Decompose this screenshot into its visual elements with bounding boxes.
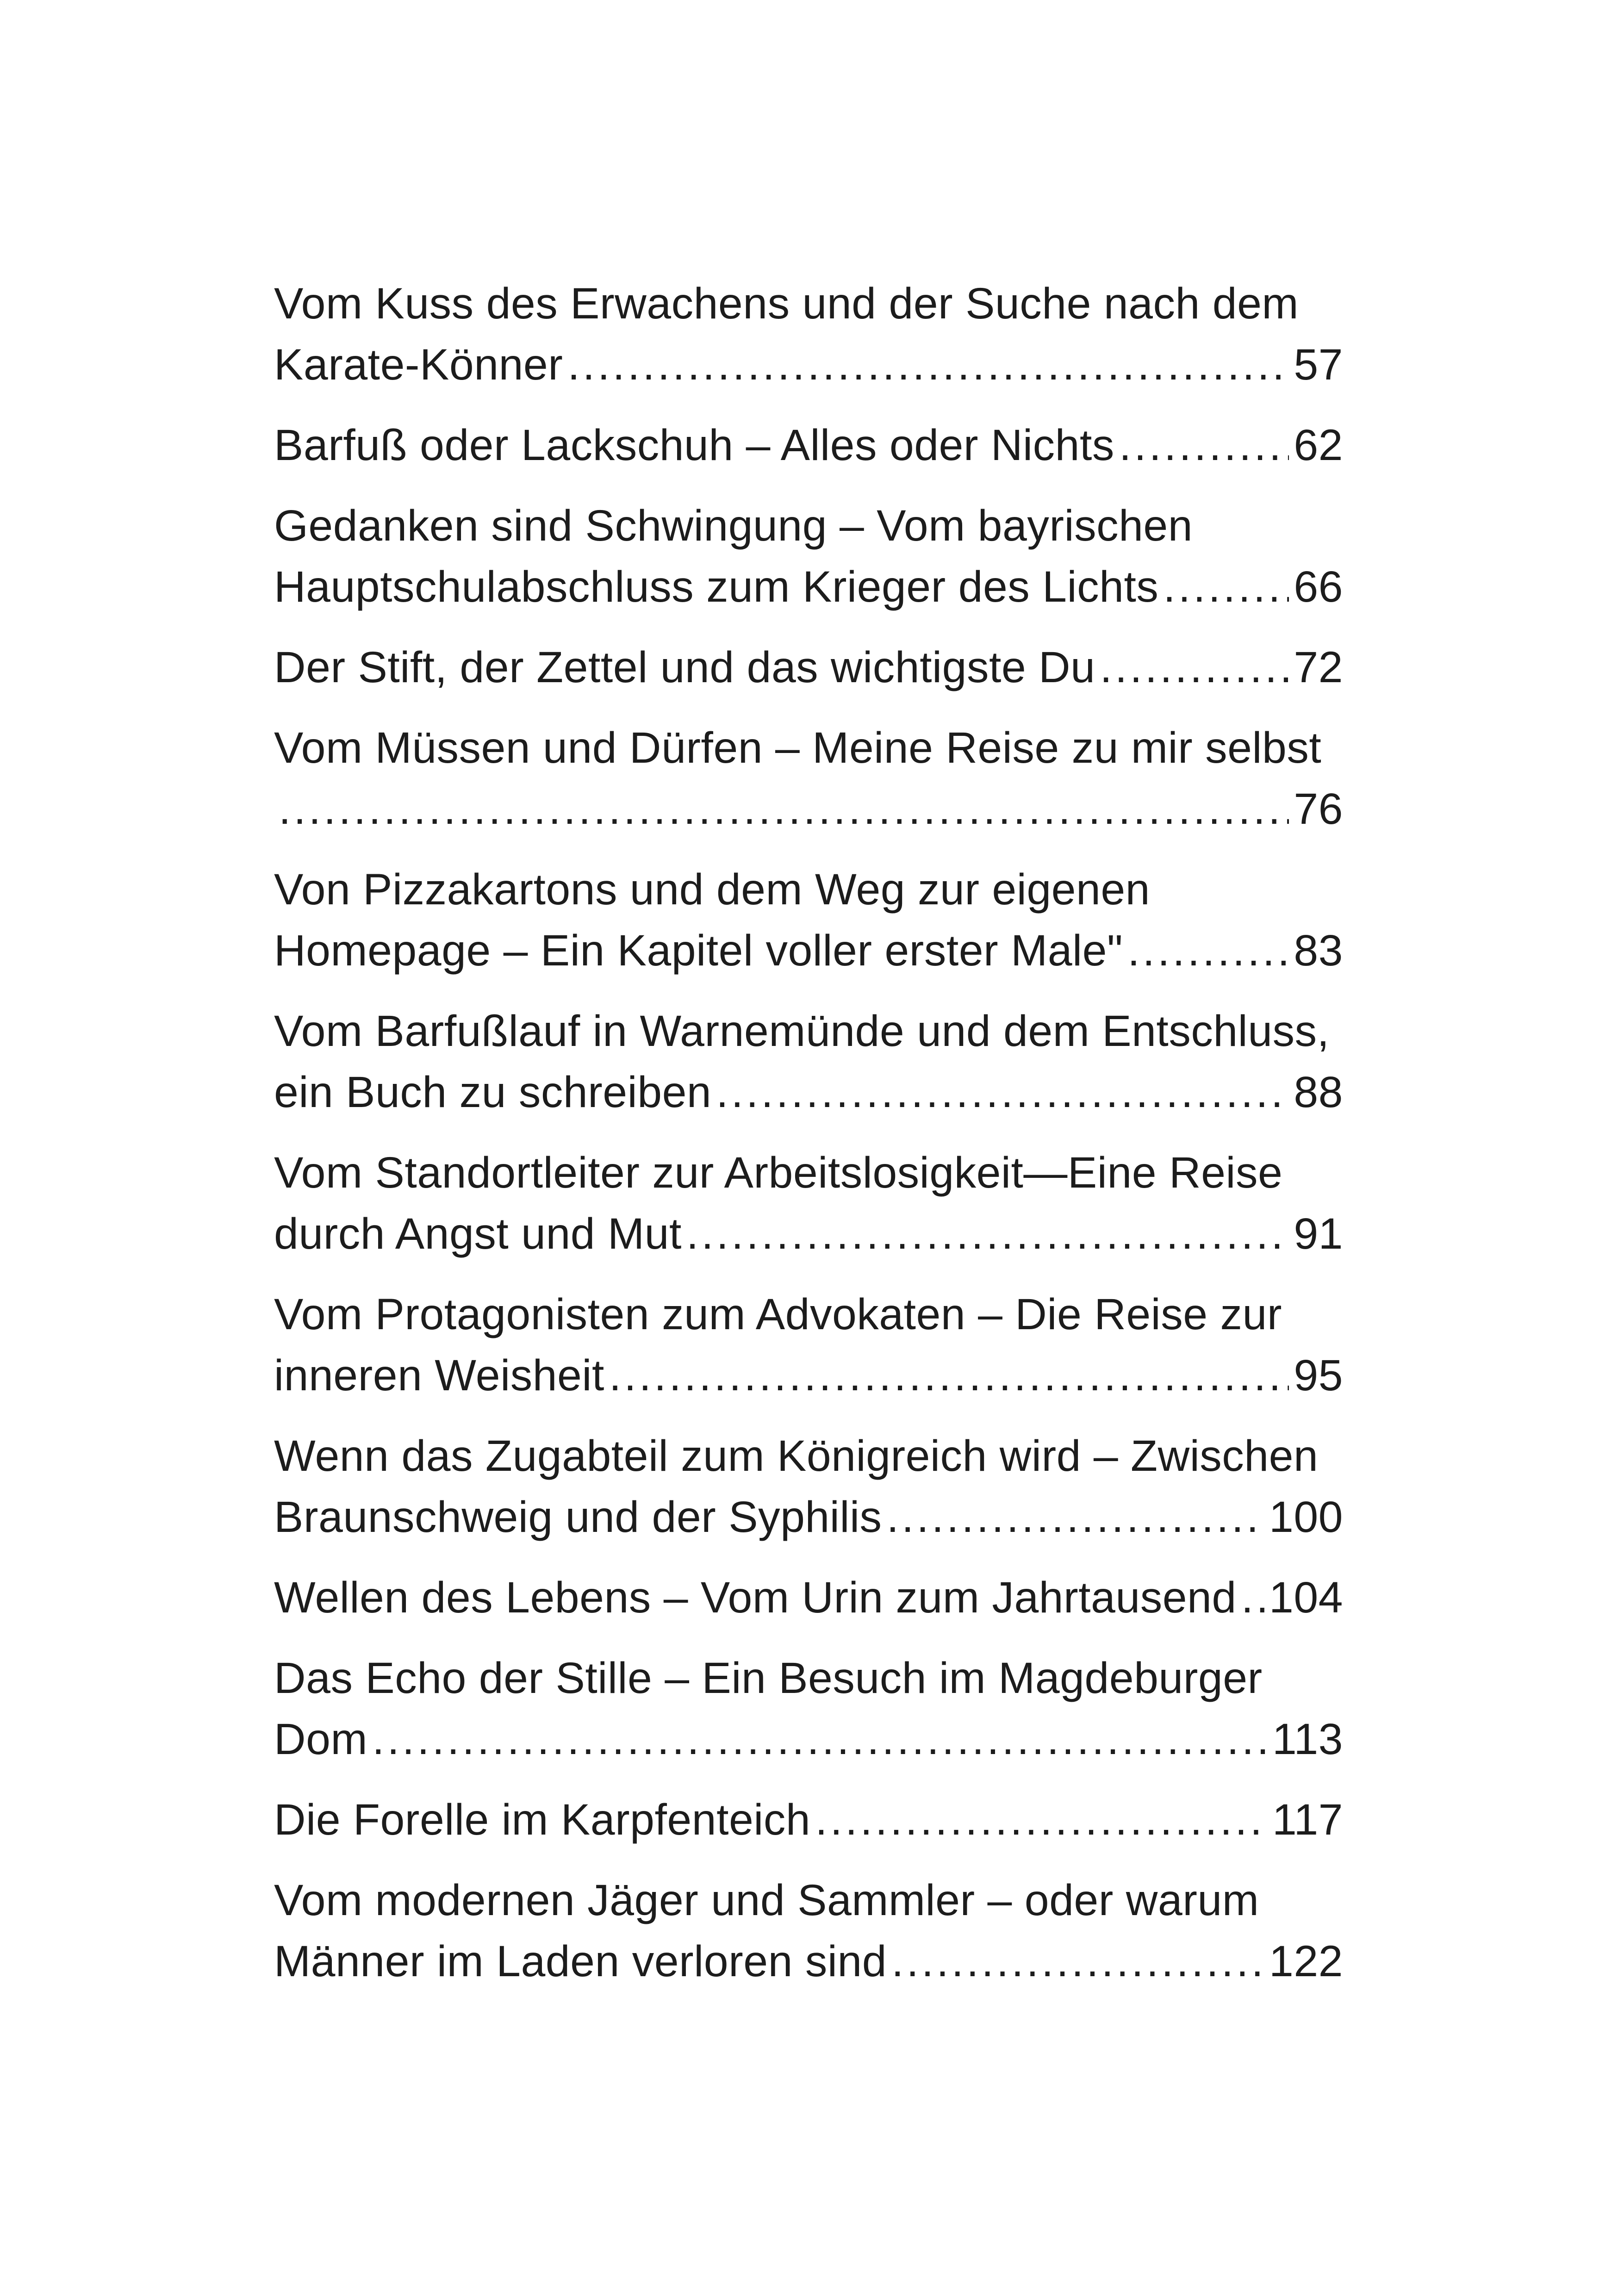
toc-page-number: 113 bbox=[1272, 1715, 1343, 1764]
toc-entry bbox=[274, 1284, 1343, 1406]
toc-entry-title-line: Wenn das Zugabteil zum Königreich wird – Zwischen bbox=[274, 1431, 1319, 1481]
toc-entry-title-line: Vom Protagonisten zum Advokaten – Die Reise zur bbox=[274, 1290, 1282, 1339]
toc-entry bbox=[274, 1870, 1343, 1992]
toc-entry-final-line bbox=[274, 1203, 1343, 1264]
toc-entry bbox=[274, 717, 1343, 840]
toc-entry-title: Hauptschulabschluss zum Krieger des Lichts bbox=[274, 562, 1159, 611]
toc-entry-title: Homepage – Ein Kapitel voller erster Male" bbox=[274, 926, 1123, 975]
toc-entry-title: Karate-Könner bbox=[274, 340, 563, 389]
dot-leader bbox=[716, 1062, 1289, 1123]
toc-entry-final-line bbox=[274, 637, 1343, 698]
toc-entry bbox=[274, 1142, 1343, 1264]
toc-entry bbox=[274, 273, 1343, 395]
dot-leader bbox=[372, 1709, 1268, 1770]
toc-entry bbox=[274, 1648, 1343, 1770]
toc-entry bbox=[274, 415, 1343, 476]
toc-entry-final-line bbox=[274, 1567, 1343, 1628]
toc-entry-title: Der Stift, der Zettel und das wichtigste Du bbox=[274, 643, 1095, 692]
dot-leader bbox=[1163, 556, 1289, 617]
toc-entry-title: ein Buch zu schreiben bbox=[274, 1068, 712, 1117]
toc-entry-title: Männer im Laden verloren sind bbox=[274, 1937, 887, 1986]
toc-page-number: 100 bbox=[1269, 1493, 1343, 1542]
toc-entry bbox=[274, 1425, 1343, 1548]
toc-entry-title-line: Das Echo der Stille – Ein Besuch im Magdeburger bbox=[274, 1654, 1263, 1703]
dot-leader bbox=[1119, 415, 1289, 476]
toc-entry-final-line bbox=[274, 1709, 1343, 1770]
toc-entry-title: Die Forelle im Karpfenteich bbox=[274, 1795, 811, 1844]
dot-leader bbox=[1127, 920, 1289, 981]
toc-entry-title-line: Vom Barfußlauf in Warnemünde und dem Entschluss, bbox=[274, 1007, 1330, 1056]
toc-page-number: 66 bbox=[1294, 562, 1343, 611]
toc-entry-final-line bbox=[274, 920, 1343, 981]
toc-page-number: 104 bbox=[1269, 1573, 1343, 1622]
toc-entry-final-line bbox=[274, 556, 1343, 617]
toc-page-number: 95 bbox=[1294, 1351, 1343, 1400]
dot-leader bbox=[815, 1789, 1268, 1850]
toc-entry bbox=[274, 495, 1343, 617]
toc-entry-title: Dom bbox=[274, 1715, 368, 1764]
toc-entry-title: inneren Weisheit bbox=[274, 1351, 604, 1400]
toc-entry-final-line bbox=[274, 1789, 1343, 1850]
dot-leader bbox=[1241, 1567, 1264, 1628]
toc-page-number: 72 bbox=[1294, 643, 1343, 692]
toc-entry-final-line bbox=[274, 1931, 1343, 1992]
dot-leader bbox=[1100, 637, 1289, 698]
toc-entry-title-line: Vom Kuss des Erwachens und der Suche nach dem bbox=[274, 279, 1299, 328]
toc-entry-title-line: Von Pizzakartons und dem Weg zur eigenen bbox=[274, 865, 1151, 914]
toc-entry-final-line bbox=[274, 1345, 1343, 1406]
dot-leader bbox=[891, 1931, 1264, 1992]
toc-entry bbox=[274, 859, 1343, 981]
toc-entry-final-line bbox=[274, 778, 1343, 840]
toc-page-number: 62 bbox=[1294, 421, 1343, 470]
toc-page-number: 57 bbox=[1294, 340, 1343, 389]
toc-entry-title-line: Vom Standortleiter zur Arbeitslosigkeit—Eine Reise bbox=[274, 1148, 1283, 1197]
toc-page-number: 122 bbox=[1269, 1937, 1343, 1986]
toc-entry-title-line: Vom modernen Jäger und Sammler – oder warum bbox=[274, 1876, 1259, 1925]
dot-leader bbox=[279, 778, 1289, 840]
toc-page-number: 83 bbox=[1294, 926, 1343, 975]
toc-page-number: 117 bbox=[1272, 1795, 1343, 1844]
toc-page-number: 88 bbox=[1294, 1068, 1343, 1117]
toc-entry-final-line bbox=[274, 415, 1343, 476]
toc-entry-title-line: Gedanken sind Schwingung – Vom bayrischen bbox=[274, 501, 1193, 550]
toc-entry bbox=[274, 1789, 1343, 1850]
toc-entry-title: Barfuß oder Lackschuh – Alles oder Nichts bbox=[274, 421, 1114, 470]
toc-entry-final-line bbox=[274, 1487, 1343, 1548]
toc-entry-title-line: Vom Müssen und Dürfen – Meine Reise zu mir selbst bbox=[274, 723, 1322, 772]
dot-leader bbox=[567, 334, 1289, 395]
toc-entry bbox=[274, 1001, 1343, 1123]
toc-entry-final-line bbox=[274, 1062, 1343, 1123]
table-of-contents bbox=[274, 273, 1343, 2011]
toc-page-number: 91 bbox=[1294, 1209, 1343, 1258]
toc-entry bbox=[274, 637, 1343, 698]
toc-entry-title: Wellen des Lebens – Vom Urin zum Jahrtausend bbox=[274, 1573, 1237, 1622]
toc-entry-title: Braunschweig und der Syphilis bbox=[274, 1493, 882, 1542]
dot-leader bbox=[686, 1203, 1289, 1264]
toc-entry bbox=[274, 1567, 1343, 1628]
dot-leader bbox=[887, 1487, 1264, 1548]
toc-page-number: 76 bbox=[1294, 784, 1343, 834]
toc-entry-final-line bbox=[274, 334, 1343, 395]
toc-entry-title: durch Angst und Mut bbox=[274, 1209, 682, 1258]
dot-leader bbox=[609, 1345, 1289, 1406]
